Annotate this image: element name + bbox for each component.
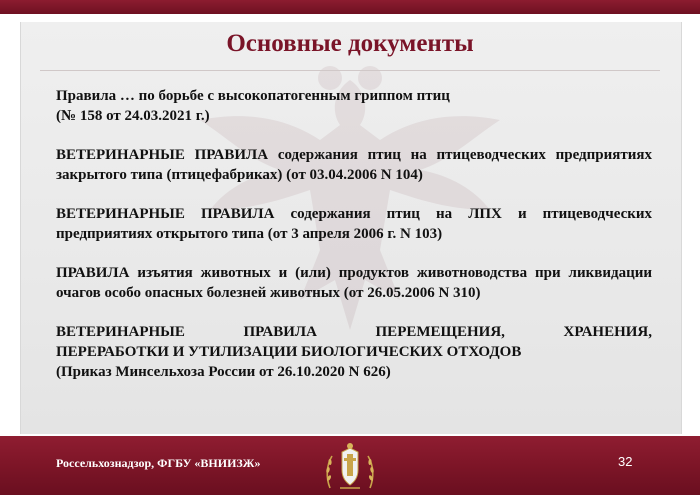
document-line: ВЕТЕРИНАРНЫЕ ПРАВИЛА ПЕРЕМЕЩЕНИЯ, ХРАНЕНИЯ, (56, 324, 652, 340)
document-item (56, 204, 652, 244)
document-emphasis: ПРАВИЛА (56, 265, 130, 281)
document-text: содержания птиц на птицеводческих предприятиях закрытого типа (птицефабриках) (от 03.04.2006 N 104) (56, 147, 653, 183)
document-text: изъятия животных и (или) продуктов животноводства при ликвидации очагов особо опасных болезней животных (от 26.05.2006 N 310) (56, 265, 653, 301)
document-line: (№ 158 от 24.03.2021 г.) (56, 108, 210, 124)
document-item (56, 322, 652, 382)
document-text: содержания птиц на ЛПХ и птицеводческих предприятиях открытого типа (от 3 апреля 2006 г. N 103) (56, 206, 653, 242)
page-number: 32 (618, 454, 633, 469)
document-line: Правила … по борьбе с высокопатогенным гриппом птиц (56, 88, 450, 104)
footer-bar (0, 436, 700, 495)
document-item (56, 86, 652, 126)
top-bar (0, 0, 700, 14)
document-item (56, 145, 652, 185)
document-emphasis: ВЕТЕРИНАРНЫЕ ПРАВИЛА (56, 147, 269, 163)
slide-title: Основные документы (226, 30, 474, 57)
footer-organization: Россельхознадзор, ФГБУ «ВНИИЗЖ» (56, 456, 261, 470)
document-line: ПЕРЕРАБОТКИ И УТИЛИЗАЦИИ БИОЛОГИЧЕСКИХ ОТХОДОВ (56, 344, 522, 360)
document-emphasis: ВЕТЕРИНАРНЫЕ ПРАВИЛА (56, 206, 275, 222)
document-line: (Приказ Минсельхоза России от 26.10.2020 N 626) (56, 364, 391, 380)
document-item (56, 263, 652, 303)
rosselkhoznadzor-emblem-icon (318, 440, 382, 492)
title-divider (40, 70, 660, 71)
document-list (56, 86, 652, 382)
